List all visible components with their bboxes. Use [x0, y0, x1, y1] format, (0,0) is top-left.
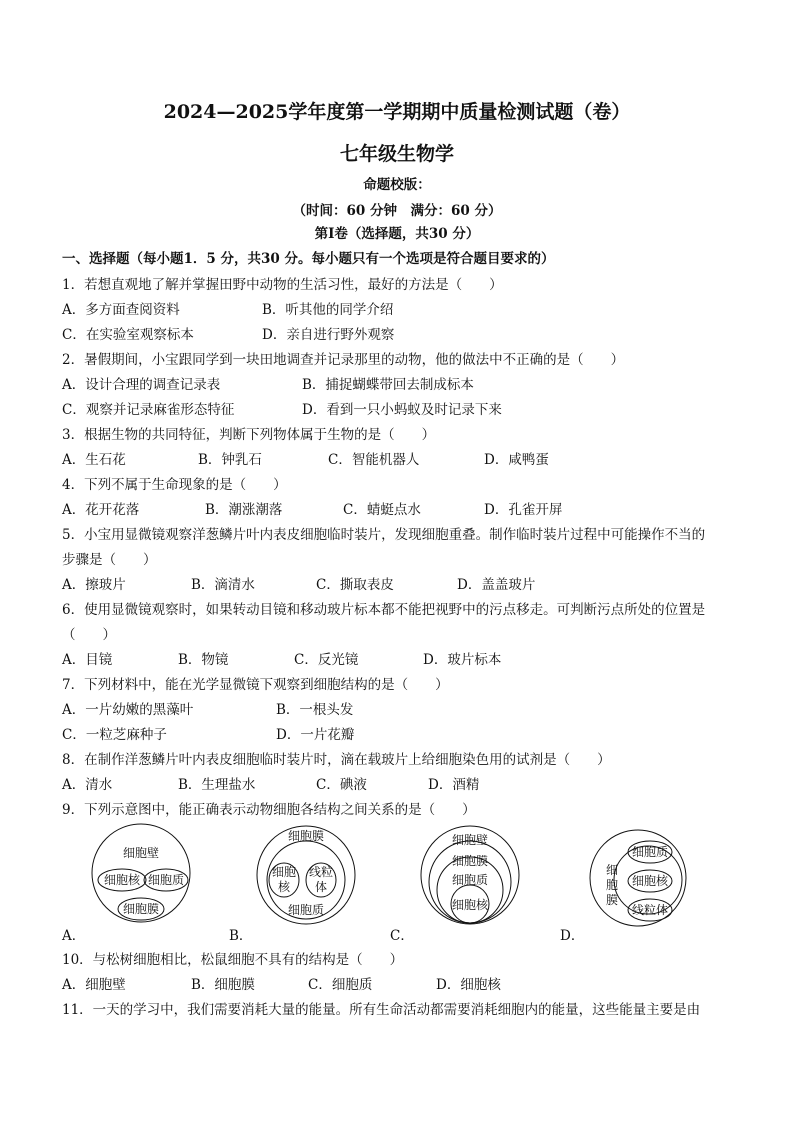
part-title: 第Ⅰ卷（选择题，共30 分）: [314, 226, 480, 242]
diagram-a-label-2: 细胞质: [147, 873, 185, 887]
question-5-stem-continued: 步骤是（ ）: [62, 552, 157, 568]
q6-option-c[interactable]: C．反光镜: [294, 652, 359, 668]
q10-option-a[interactable]: A．细胞壁: [62, 977, 126, 993]
diagram-c-ring-1: 细胞壁: [451, 833, 489, 847]
diagram-a-outer-label: 细胞壁: [122, 846, 160, 860]
q1-option-c[interactable]: C．在实验室观察标本: [62, 327, 194, 343]
question-11-stem: 11．一天的学习中，我们需要消耗大量的能量。所有生命活动都需要消耗细胞内的能量，这些能量主要是由: [62, 1002, 701, 1018]
q9-diagrams: [0, 820, 794, 930]
diagram-b-right-label-2: 体: [314, 880, 328, 894]
q9-option-d[interactable]: D．: [560, 928, 585, 944]
diagram-c-ring-3: 细胞质: [451, 873, 489, 887]
question-1-stem: 1．若想直观地了解并掌握田野中动物的生活习性，最好的方法是（ ）: [62, 277, 503, 293]
q6-option-d[interactable]: D．玻片标本: [423, 652, 502, 668]
diagram-d-label-2: 细胞核: [631, 874, 669, 888]
diagram-d-side-label-3: 膜: [605, 893, 619, 907]
q3-option-c[interactable]: C．智能机器人: [328, 452, 420, 468]
diagram-b-left-label-1: 细胞: [271, 865, 297, 879]
exam-title: 2024—2025学年度第一学期期中质量检测试题（卷）: [163, 101, 631, 123]
question-8-stem: 8．在制作洋葱鳞片叶内表皮细胞临时装片时，滴在载玻片上给细胞染色用的试剂是（ ）: [62, 752, 611, 768]
q9-option-b[interactable]: B．: [229, 928, 253, 944]
time-line: （时间：60 分钟 满分：60 分）: [292, 203, 502, 219]
author-line: 命题校版：: [363, 177, 431, 193]
q8-option-c[interactable]: C．碘液: [316, 777, 367, 793]
q3-option-b[interactable]: B．钟乳石: [198, 452, 262, 468]
q5-option-d[interactable]: D．盖盖玻片: [457, 577, 536, 593]
q4-option-a[interactable]: A．花开花落: [62, 502, 140, 518]
q2-option-d[interactable]: D．看到一只小蚂蚁及时记录下来: [302, 402, 502, 418]
q1-option-d[interactable]: D．亲自进行野外观察: [262, 327, 395, 343]
diagram-b-left-label-2: 核: [277, 880, 291, 894]
question-5-stem: 5．小宝用显微镜观察洋葱鳞片叶内表皮细胞临时装片，发现细胞重叠。制作临时装片过程中可能操作不当的: [62, 527, 706, 543]
q7-option-a[interactable]: A．一片幼嫩的黑藻叶: [62, 702, 194, 718]
q3-option-d[interactable]: D．咸鸭蛋: [484, 452, 549, 468]
diagram-c-ring-2: 细胞膜: [451, 854, 489, 868]
diagram-d-side-label-1: 细: [605, 863, 619, 877]
q1-option-a[interactable]: A．多方面查阅资料: [62, 302, 180, 318]
question-6-stem-continued: （ ）: [62, 627, 116, 643]
q4-option-d[interactable]: D．孔雀开屏: [484, 502, 563, 518]
diagram-b-right-label-1: 线粒: [308, 865, 334, 879]
q5-option-b[interactable]: B．滴清水: [191, 577, 255, 593]
diagram-d-label-3: 线粒体: [631, 903, 669, 917]
q5-option-c[interactable]: C．撕取表皮: [316, 577, 394, 593]
q3-option-a[interactable]: A．生石花: [62, 452, 126, 468]
q6-option-b[interactable]: B．物镜: [178, 652, 229, 668]
section-heading: 一、选择题（每小题1．5 分，共30 分。每小题只有一个选项是符合题目要求的）: [62, 251, 555, 267]
q10-option-d[interactable]: D．细胞核: [436, 977, 501, 993]
diagram-b-top-label: 细胞膜: [287, 829, 325, 843]
diagram-a-label-3: 细胞膜: [122, 902, 160, 916]
q10-option-c[interactable]: C．细胞质: [308, 977, 373, 993]
q7-option-c[interactable]: C．一粒芝麻种子: [62, 727, 167, 743]
q7-option-b[interactable]: B．一根头发: [276, 702, 354, 718]
q2-option-b[interactable]: B．捕捉蝴蝶带回去制成标本: [302, 377, 474, 393]
question-10-stem: 10．与松树细胞相比，松鼠细胞不具有的结构是（ ）: [62, 952, 404, 968]
diagram-a-label-1: 细胞核: [103, 873, 141, 887]
q1-option-b[interactable]: B．听其他的同学介绍: [262, 302, 394, 318]
question-4-stem: 4．下列不属于生命现象的是（ ）: [62, 477, 287, 493]
q7-option-d[interactable]: D．一片花瓣: [276, 727, 355, 743]
question-9-stem: 9．下列示意图中，能正确表示动物细胞各结构之间关系的是（ ）: [62, 802, 476, 818]
question-2-stem: 2．暑假期间，小宝跟同学到一块田地调查并记录那里的动物，他的做法中不正确的是（ ）: [62, 352, 625, 368]
q8-option-d[interactable]: D．酒精: [428, 777, 480, 793]
q9-option-c[interactable]: C．: [390, 928, 414, 944]
question-3-stem: 3．根据生物的共同特征，判断下列物体属于生物的是（ ）: [62, 427, 436, 443]
q2-option-c[interactable]: C．观察并记录麻雀形态特征: [62, 402, 235, 418]
q4-option-b[interactable]: B．潮涨潮落: [205, 502, 283, 518]
q9-option-a[interactable]: A．: [62, 928, 86, 944]
q10-option-b[interactable]: B．细胞膜: [191, 977, 255, 993]
subject-title: 七年级生物学: [339, 143, 454, 165]
q8-option-b[interactable]: B．生理盐水: [178, 777, 256, 793]
diagram-d-side-label-2: 胞: [605, 878, 619, 892]
question-6-stem: 6．使用显微镜观察时，如果转动目镜和移动玻片标本都不能把视野中的污点移走。可判断污点所处的位置是: [62, 602, 706, 618]
q6-option-a[interactable]: A．目镜: [62, 652, 113, 668]
question-7-stem: 7．下列材料中，能在光学显微镜下观察到细胞结构的是（ ）: [62, 677, 449, 693]
q5-option-a[interactable]: A．擦玻片: [62, 577, 126, 593]
q2-option-a[interactable]: A．设计合理的调查记录表: [62, 377, 221, 393]
diagram-d-label-1: 细胞质: [631, 845, 669, 859]
q8-option-a[interactable]: A．清水: [62, 777, 113, 793]
diagram-b-bottom-label: 细胞质: [287, 903, 325, 917]
q4-option-c[interactable]: C．蜻蜓点水: [343, 502, 421, 518]
diagram-c-ring-4: 细胞核: [451, 898, 489, 912]
